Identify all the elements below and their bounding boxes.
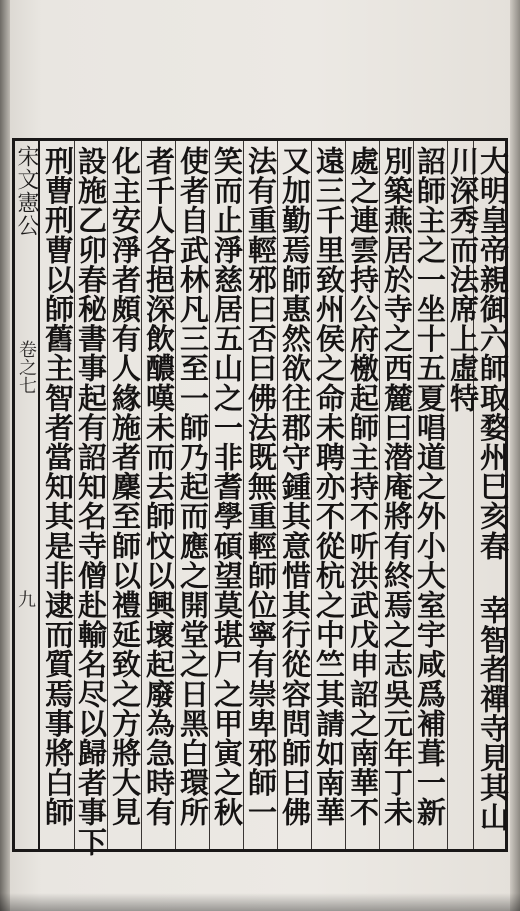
bottom-shadow	[0, 893, 520, 911]
banxin-page-number: 九	[15, 590, 36, 608]
text-column-5: 處之連雲持公府檄起師主持不听洪武戊申詔之南華不	[346, 146, 380, 827]
text-column-6: 遠三千里致州侯之命未聘亦不從杭之中竺其請如南華	[312, 146, 346, 827]
banxin-volume: 卷之七	[16, 340, 37, 394]
text-column-13: 設施乙卯春秘書事起有詔知名寺僧赴輸名尽以歸者事下	[74, 146, 108, 857]
book-spine	[0, 0, 10, 911]
text-column-14: 刑曹刑曹以師舊主智者當知其是非逮而質焉事將白師	[41, 146, 75, 827]
text-column-4: 別築燕居於寺之西麓曰潜庵將有終焉之志吳元年丁未	[380, 146, 414, 827]
text-column-12: 化主安淨者頗有人緣施者麇至師以禮延致之方將大見	[108, 146, 142, 827]
text-column-7: 又加勤焉師惠然欲往郡守鍾其意惜其行從容問師曰佛	[278, 146, 312, 827]
text-column-8: 法有重輕邪曰否曰佛法既無重輕師位寧有崇卑邪師一	[244, 146, 278, 827]
text-column-11: 者千人各挹深飲醲嘆未而去師忟以興壞起廢為急時有	[142, 146, 176, 827]
page-edge	[510, 0, 520, 911]
text-column-1: 大明皇帝親御六師取婺州巳亥春 幸智者禪寺見其山	[476, 146, 510, 832]
banxin-title: 宋文憲公	[14, 145, 39, 237]
text-column-10: 使者自武林凡三至一師乃起而應之開堂之日黑白環所	[176, 146, 210, 827]
banxin-column	[12, 138, 40, 852]
text-column-9: 笑而止淨慈居五山之一非耆學碩望莫堪尸之甲寅之秋	[210, 146, 244, 827]
text-column-3: 詔師主之一坐十五夏唱道之外小大室宇咸爲補葺一新	[413, 146, 447, 827]
text-column-2: 川深秀而法席上虛特	[446, 146, 480, 413]
